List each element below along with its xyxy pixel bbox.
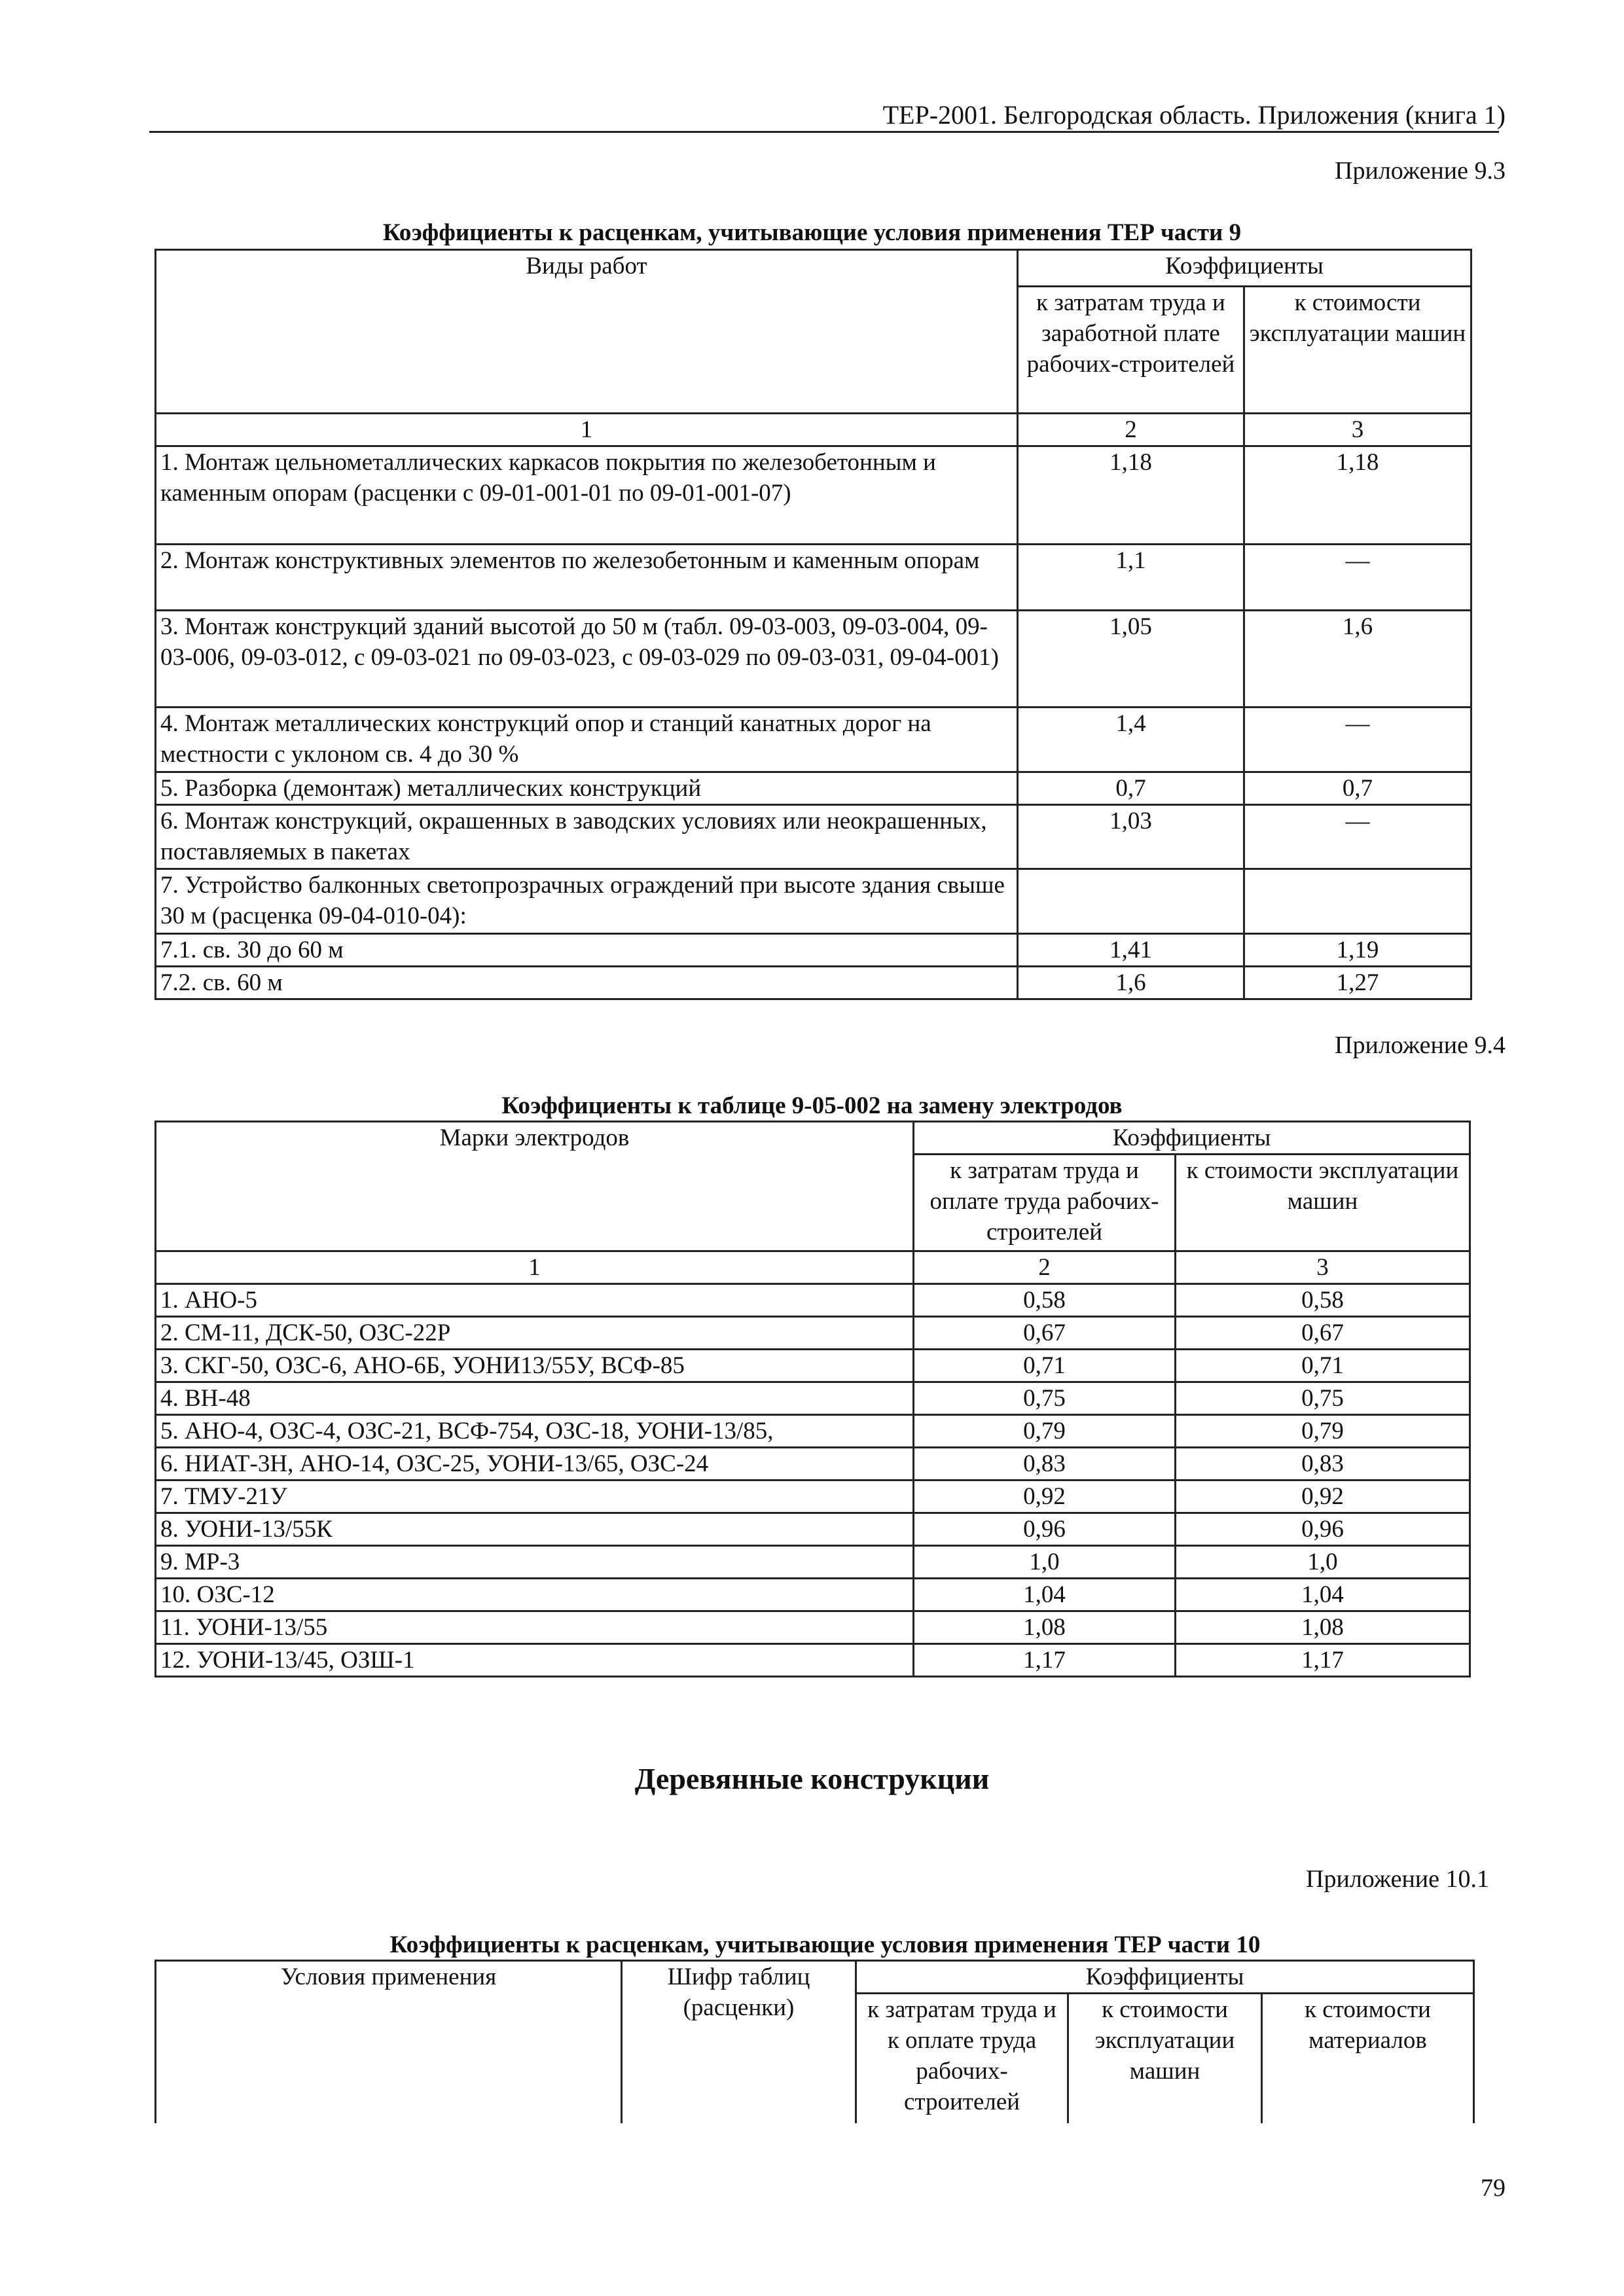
column-header-coefficients: Коэффициенты [914,1122,1470,1155]
machines-coef-cell: 1,04 [1176,1579,1470,1611]
labor-coef-cell: 1,05 [1018,611,1244,708]
machines-coef-cell: — [1244,545,1471,611]
electrode-brand-cell: 3. СКГ-50, ОЗС-6, АНО-6Б, УОНИ13/55У, ВСФ-85 [156,1350,914,1382]
labor-coef-cell: 1,08 [914,1611,1176,1644]
column-number-row [156,1251,1470,1284]
machines-coef-cell: 1,6 [1244,611,1471,708]
table-row [156,869,1471,934]
table-row [156,1644,1470,1677]
machines-coef-cell [1244,869,1471,934]
table-row [156,1611,1470,1644]
work-type-cell: 1. Монтаж цельнометаллических каркасов покрытия по железобетонным и каменным опорам (расценки с 09-01-001-01 по 09-01-001-07) [156,446,1018,545]
column-header-labor: к затратам труда и заработной плате рабочих-строителей [1018,287,1244,414]
column-number: 3 [1176,1251,1470,1284]
table-row [156,446,1471,545]
table-row [156,1546,1470,1579]
labor-coef-cell: 1,4 [1018,708,1244,772]
machines-coef-cell: 0,96 [1176,1513,1470,1546]
work-type-cell: 6. Монтаж конструкций, окрашенных в заводских условиях или неокрашенных, поставляемых в пакетах [156,805,1018,869]
labor-coef-cell: 0,7 [1018,772,1244,805]
column-number: 2 [1018,414,1244,446]
electrode-coefficients-table [154,1121,1471,1677]
electrode-brand-cell: 9. МР-3 [156,1546,914,1579]
column-header-machines: к стоимости эксплуатации машин [1068,1994,1262,2123]
running-header: ТЕР-2001. Белгородская область. Приложения (книга 1) [882,100,1506,130]
machines-coef-cell: — [1244,708,1471,772]
labor-coef-cell: 0,83 [914,1448,1176,1480]
electrode-brand-cell: 7. ТМУ-21У [156,1480,914,1513]
labor-coef-cell [1018,869,1244,934]
electrode-brand-cell: 4. ВН-48 [156,1382,914,1415]
work-type-cell: 3. Монтаж конструкций зданий высотой до 50 м (табл. 09-03-003, 09-03-004, 09-03-006, 09-03-012, с 09-03-021 по 09-03-023, с 09-03-029 по 09-03-031, 09-04-001) [156,611,1018,708]
column-header-works: Виды работ [156,250,1018,414]
machines-coef-cell: 0,7 [1244,772,1471,805]
table-row [156,967,1471,999]
labor-coef-cell: 1,04 [914,1579,1176,1611]
electrode-brand-cell: 12. УОНИ-13/45, ОЗШ-1 [156,1644,914,1677]
coefficients-table-10-1 [154,1960,1475,2123]
header-rule [149,131,1499,133]
column-header-coefficients: Коэффициенты [1018,250,1471,287]
labor-coef-cell: 1,17 [914,1644,1176,1677]
electrode-brand-cell: 10. ОЗС-12 [156,1579,914,1611]
column-header-labor: к затратам труда и оплате труда рабочих-строителей [914,1155,1176,1251]
labor-coef-cell: 0,75 [914,1382,1176,1415]
machines-coef-cell: — [1244,805,1471,869]
page-number: 79 [1481,2174,1506,2202]
labor-coef-cell: 1,1 [1018,545,1244,611]
labor-coef-cell: 1,03 [1018,805,1244,869]
work-type-cell: 2. Монтаж конструктивных элементов по железобетонным и каменным опорам [156,545,1018,611]
column-number: 2 [914,1251,1176,1284]
electrode-brand-cell: 2. СМ-11, ДСК-50, ОЗС-22Р [156,1317,914,1350]
column-number-row [156,414,1471,446]
appendix-label-9-4: Приложение 9.4 [1335,1031,1506,1059]
appendix-label-9-3: Приложение 9.3 [1335,157,1506,185]
column-header-machines: к стоимости эксплуатации машин [1176,1155,1470,1251]
machines-coef-cell: 0,67 [1176,1317,1470,1350]
machines-coef-cell: 1,19 [1244,934,1471,967]
column-header-coefficients: Коэффициенты [856,1961,1474,1994]
machines-coef-cell: 1,08 [1176,1611,1470,1644]
electrode-brand-cell: 6. НИАТ-3Н, АНО-14, ОЗС-25, УОНИ-13/65, ОЗС-24 [156,1448,914,1480]
labor-coef-cell: 0,92 [914,1480,1176,1513]
table-row [156,1382,1470,1415]
column-number: 3 [1244,414,1471,446]
table-row [156,1415,1470,1448]
table-row [156,545,1471,611]
work-type-cell: 7. Устройство балконных светопрозрачных ограждений при высоте здания свыше 30 м (расценка 09-04-010-04): [156,869,1018,934]
work-type-cell: 7.2. св. 60 м [156,967,1018,999]
appendix-label-10-1: Приложение 10.1 [1306,1865,1489,1893]
machines-coef-cell: 0,83 [1176,1448,1470,1480]
machines-coef-cell: 1,18 [1244,446,1471,545]
table-row [156,611,1471,708]
table-row [156,1317,1470,1350]
machines-coef-cell: 1,0 [1176,1546,1470,1579]
column-header-labor: к затратам труда и к оплате труда рабочих-строителей [856,1994,1068,2123]
machines-coef-cell: 0,71 [1176,1350,1470,1382]
electrode-brand-cell: 1. АНО-5 [156,1284,914,1317]
column-header-materials: к стоимости материалов [1262,1994,1474,2123]
labor-coef-cell: 0,71 [914,1350,1176,1382]
labor-coef-cell: 0,79 [914,1415,1176,1448]
machines-coef-cell: 1,17 [1176,1644,1470,1677]
machines-coef-cell: 0,58 [1176,1284,1470,1317]
table-caption-10-1: Коэффициенты к расценкам, учитывающие условия применения ТЕР части 10 [389,1931,1261,1958]
machines-coef-cell: 0,92 [1176,1480,1470,1513]
table-row [156,934,1471,967]
section-heading: Деревянные конструкции [634,1762,990,1795]
electrode-brand-cell: 8. УОНИ-13/55К [156,1513,914,1546]
table-row [156,1579,1470,1611]
column-header-conditions: Условия применения [156,1961,622,2123]
column-header-brands: Марки электродов [156,1122,914,1251]
table-row [156,1513,1470,1546]
coefficients-table-9-3 [154,249,1472,1000]
machines-coef-cell: 1,27 [1244,967,1471,999]
machines-coef-cell: 0,75 [1176,1382,1470,1415]
electrode-brand-cell: 11. УОНИ-13/55 [156,1611,914,1644]
table-row [156,1480,1470,1513]
table-row [156,1448,1470,1480]
work-type-cell: 5. Разборка (демонтаж) металлических конструкций [156,772,1018,805]
machines-coef-cell: 0,79 [1176,1415,1470,1448]
table-caption-9-4: Коэффициенты к таблице 9-05-002 на замену электродов [501,1092,1123,1119]
labor-coef-cell: 1,41 [1018,934,1244,967]
work-type-cell: 7.1. св. 30 до 60 м [156,934,1018,967]
table-caption-9-3: Коэффициенты к расценкам, учитывающие условия применения ТЕР части 9 [382,219,1242,246]
column-number: 1 [156,414,1018,446]
electrode-brand-cell: 5. АНО-4, ОЗС-4, ОЗС-21, ВСФ-754, ОЗС-18, УОНИ-13/85, [156,1415,914,1448]
labor-coef-cell: 1,6 [1018,967,1244,999]
table-row [156,1350,1470,1382]
table-row [156,708,1471,772]
labor-coef-cell: 0,96 [914,1513,1176,1546]
table-row [156,772,1471,805]
labor-coef-cell: 0,58 [914,1284,1176,1317]
labor-coef-cell: 1,18 [1018,446,1244,545]
labor-coef-cell: 0,67 [914,1317,1176,1350]
column-header-cipher: Шифр таблиц (расценки) [622,1961,856,2123]
column-number: 1 [156,1251,914,1284]
column-header-machines: к стоимости эксплуатации машин [1244,287,1471,414]
work-type-cell: 4. Монтаж металлических конструкций опор и станций канатных дорог на местности с уклоном св. 4 до 30 % [156,708,1018,772]
labor-coef-cell: 1,0 [914,1546,1176,1579]
table-row [156,1284,1470,1317]
table-row [156,805,1471,869]
